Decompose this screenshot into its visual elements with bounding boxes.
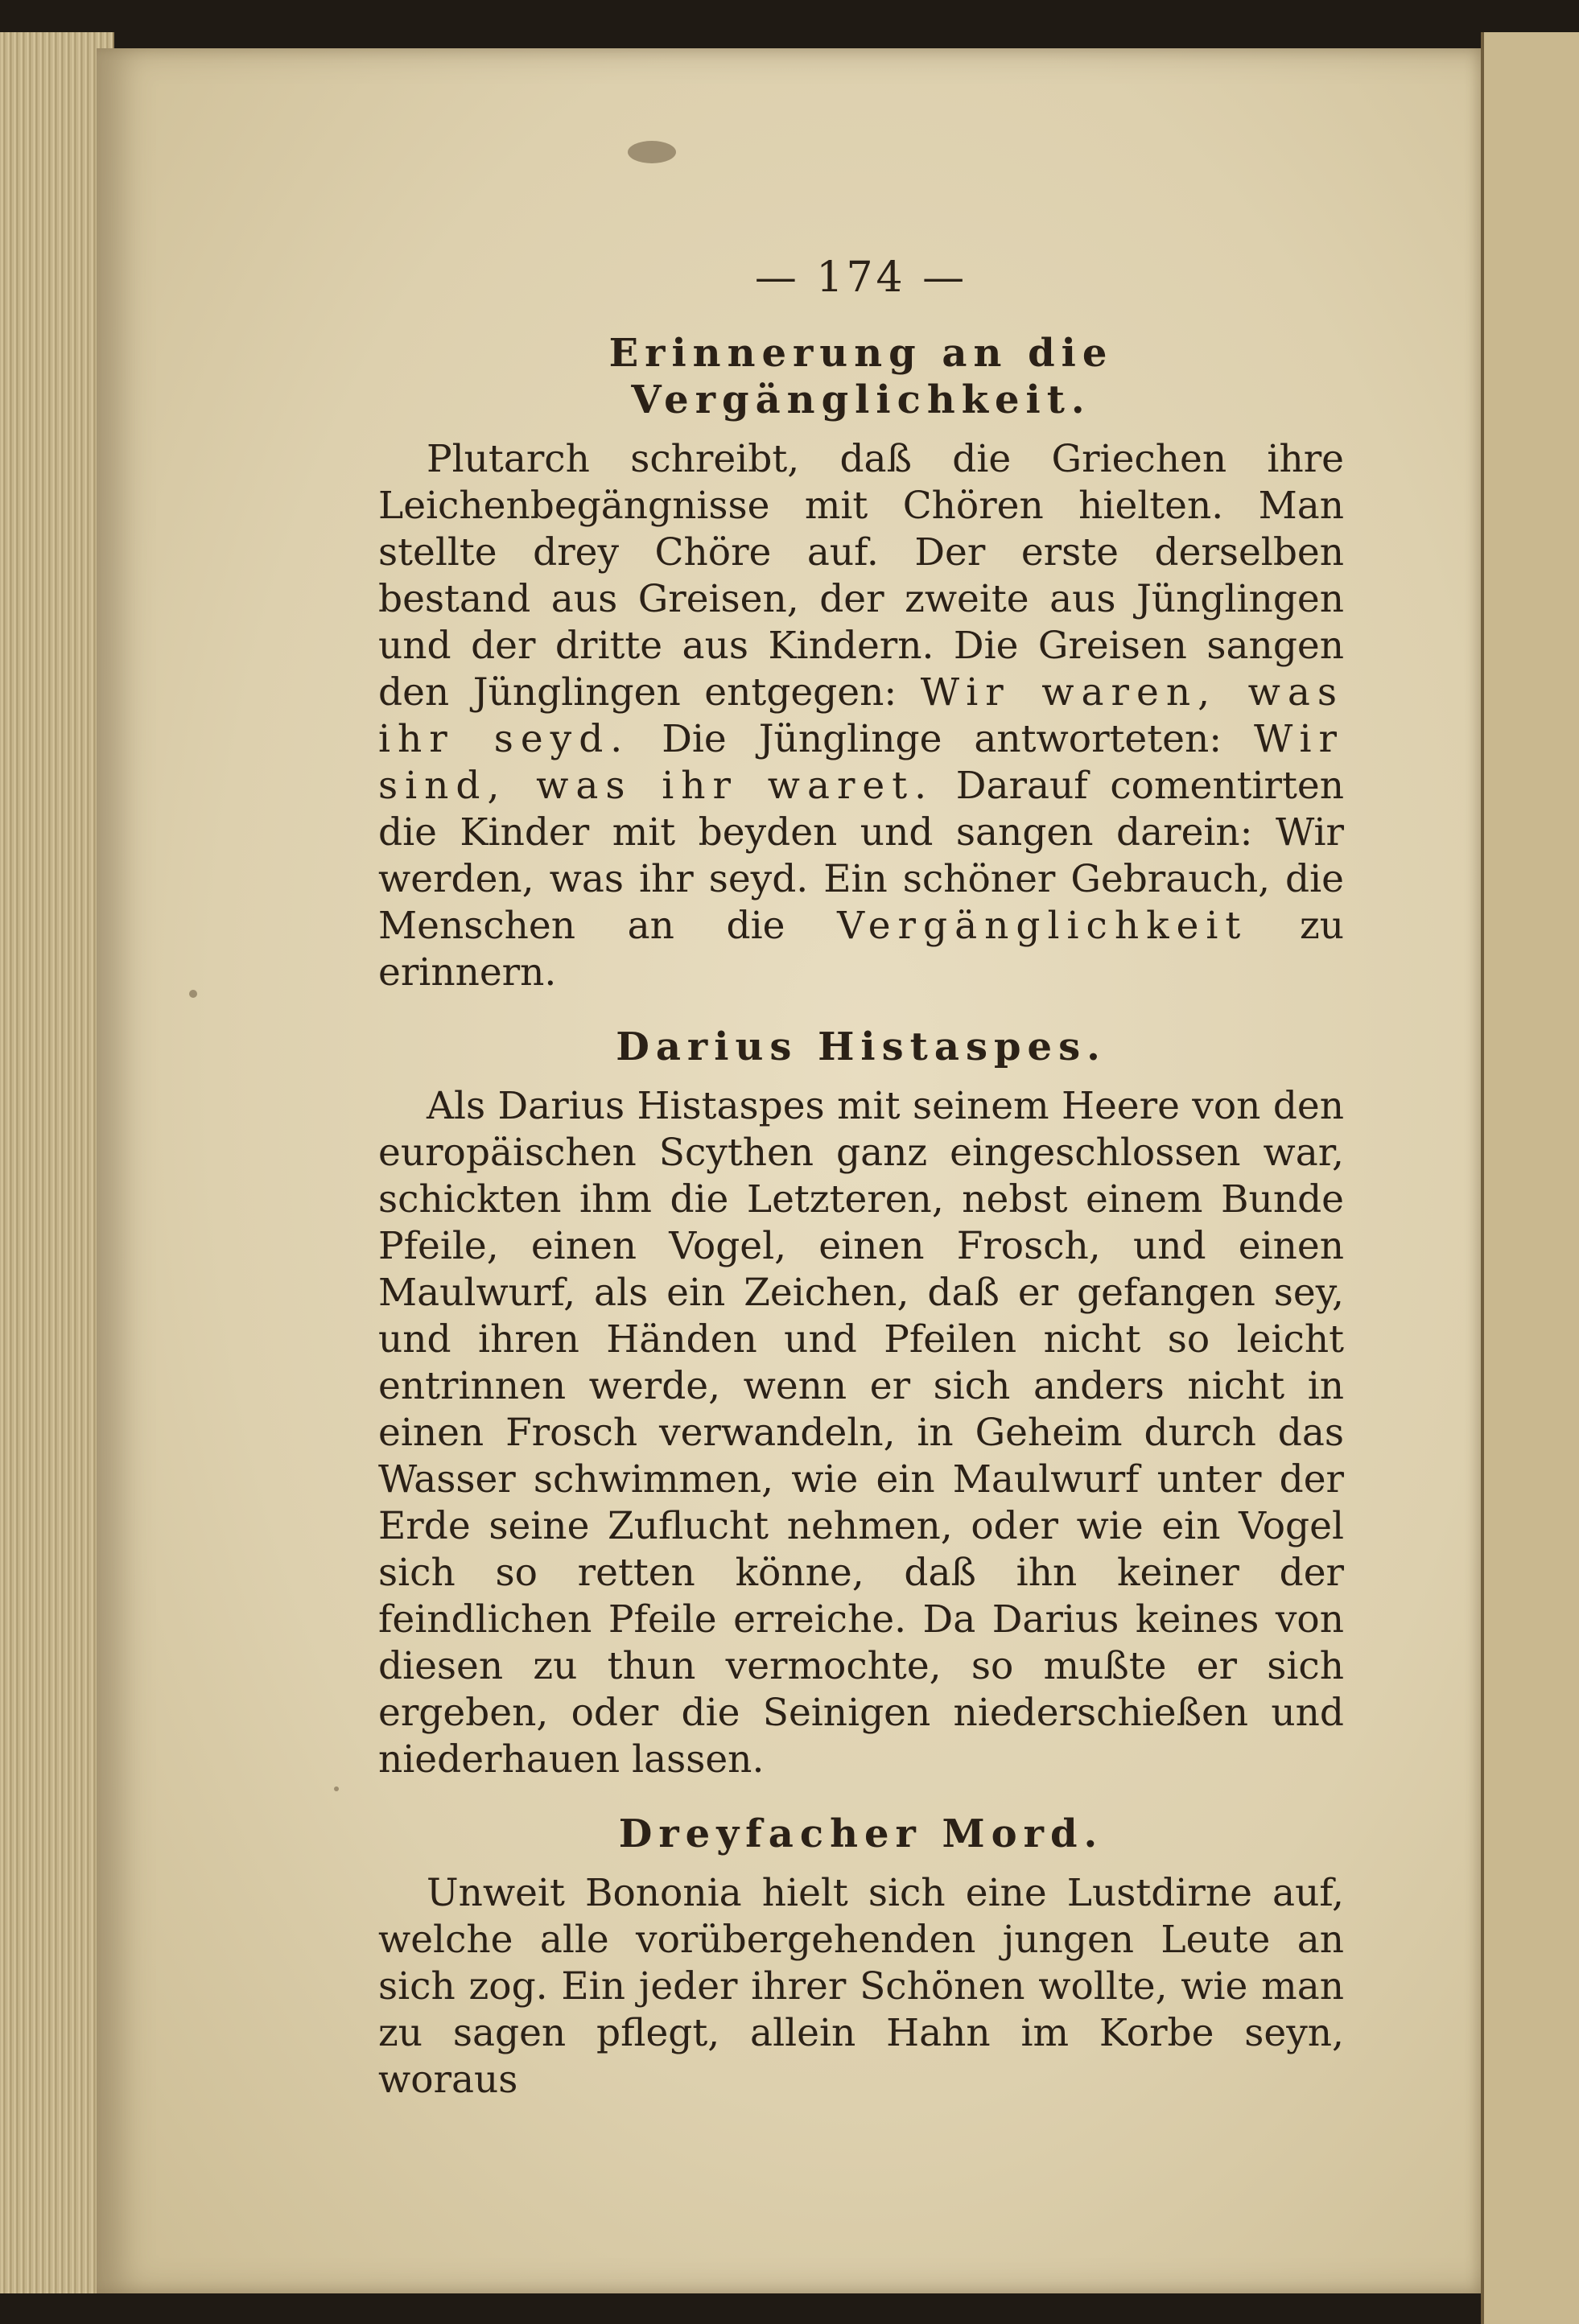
paragraph-text: Die Jünglinge antworteten: xyxy=(629,717,1255,761)
paper-stain xyxy=(189,990,197,998)
page-text xyxy=(378,241,1344,2104)
paragraph-text: Plutarch schreibt, daß die Griechen ihre Leichenbegängnisse mit Chören hielten. Man stellte drey Chöre auf. Der erste derselben bestand aus Greisen, der zweite aus Jünglingen und der dritte aus Kindern. Die Greisen sangen den Jünglingen entgegen: xyxy=(378,437,1344,715)
facing-page-edge xyxy=(1481,32,1579,2324)
section-heading-verganglichkeit: Erinnerung an die Vergänglichkeit. xyxy=(608,331,1114,422)
spaced-quote: Wir sind, was ihr waret. xyxy=(378,717,1344,808)
spaced-word: Vergänglichkeit xyxy=(837,904,1248,948)
paper-stain xyxy=(628,141,676,163)
page-number: — 174 — xyxy=(754,253,968,302)
paragraph-darius: Als Darius Histaspes mit seinem Heere von den europäischen Scythen ganz eingeschlossen war, schickten ihm die Letzteren, nebst einem Bunde Pfeile, einen Vogel, einen Frosch, und einen Maulwurf, als ein Zeichen, daß er gefangen sey, und ihren Händen und Pfeilen nicht so leicht entrinnen werde, wenn er sich anders nicht in einen Frosch verwandeln, in Geheim durch das Wasser schwimmen, wie ein Maulwurf unter der Erde seine Zuflucht nehmen, oder wie ein Vogel sich so retten könne, daß ihn keiner der feindlichen Pfeile erreiche. Da Darius keines von diesen zu thun vermochte, so mußte er sich ergeben, oder die Seinigen niederschießen und niederhauen lassen. xyxy=(378,1084,1344,1782)
paragraph-text: Darauf comentirten die Kinder mit beyden und sangen darein: Wir werden, was ihr seyd. Ein schöner Gebrauch, die Menschen an die xyxy=(378,764,1344,948)
paragraph-text: zu erinnern. xyxy=(378,904,1344,995)
paragraph-verganglichkeit xyxy=(378,436,1344,996)
spaced-quote: Wir waren, was ihr seyd. xyxy=(378,670,1344,761)
section-heading-mord: Dreyfacher Mord. xyxy=(618,1811,1104,1856)
paper-stain xyxy=(334,1786,339,1791)
section-heading-darius: Darius Histaspes. xyxy=(616,1024,1107,1069)
paragraph-mord: Unweit Bononia hielt sich eine Lustdirne auf, welche alle vorübergehenden jungen Leute an sich zog. Ein jeder ihrer Schönen wollte, wie man zu sagen pflegt, allein Hahn im Korbe seyn, woraus xyxy=(378,1871,1344,2102)
